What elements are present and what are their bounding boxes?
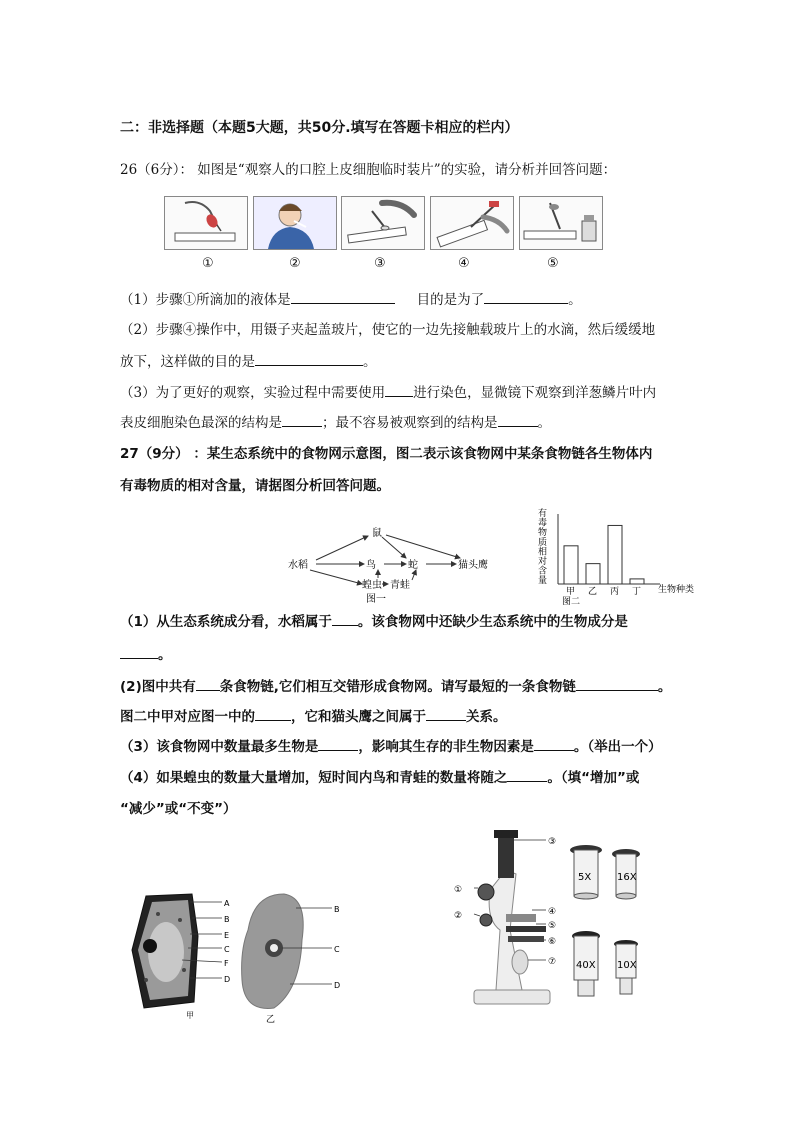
q27-header-line1: 27（9分） ：某生态系统中的食物网示意图，图二表示该食物网中某条食物链各生物体内 xyxy=(120,446,653,462)
eyepiece-label: 16X xyxy=(617,872,637,883)
cell-label: D xyxy=(224,975,231,984)
q27-part4-line1 xyxy=(120,767,639,788)
q26-part2-line1: （2）步骤④操作中，用镊子夹起盖玻片，使它的一边先接触载玻片上的水滴，然后缓缓地 xyxy=(120,322,656,338)
step1-image xyxy=(164,196,248,250)
chart-bar xyxy=(630,579,644,584)
step-number: ⑤ xyxy=(547,256,559,271)
punct: 。 xyxy=(363,354,377,370)
food-web-node: 蛇 xyxy=(408,560,418,571)
q27-p2-text: (2)图中共有 xyxy=(120,679,196,695)
chart-ylabel xyxy=(538,508,547,586)
answer-blank[interactable] xyxy=(255,706,291,721)
step2-image xyxy=(253,196,337,250)
cell-label: E xyxy=(224,931,230,940)
chart-ylabel-char: 对 xyxy=(538,557,548,567)
chart-ylabel-char: 毒 xyxy=(538,518,548,529)
q27-part2-line2 xyxy=(120,706,507,727)
answer-blank[interactable] xyxy=(576,676,658,691)
cell-label: C xyxy=(334,945,340,954)
q27-p1-text2: 。该食物网中还缺少生态系统中的生物成分是 xyxy=(357,614,628,630)
objective-label: 40X xyxy=(576,960,596,971)
answer-blank[interactable] xyxy=(255,351,363,366)
q26-p3-text2: 进行染色，显微镜下观察到洋葱鳞片叶内 xyxy=(413,385,657,401)
q27-p2-text3: 图二中甲对应图一中的 xyxy=(120,709,255,725)
answer-blank[interactable] xyxy=(484,289,568,304)
microscope-label: ① xyxy=(454,885,463,895)
chart-ylabel-char: 有 xyxy=(538,509,548,519)
cell-label: C xyxy=(224,945,230,954)
chart-tick-label: 乙 xyxy=(588,587,598,597)
q26-p1-text: （1）步骤①所滴加的液体是 xyxy=(120,292,291,308)
step-number: ④ xyxy=(458,256,470,271)
q27-p1-text: （1）从生态系统成分看，水稻属于 xyxy=(120,614,332,630)
food-web-node: 猫头鹰 xyxy=(458,560,488,571)
answer-blank[interactable] xyxy=(534,736,574,751)
punct: 。 xyxy=(568,292,582,308)
q26-header: 26（6分）： 如图是“观察人的口腔上皮细胞临时装片”的实验，请分析并回答问题： xyxy=(120,162,617,178)
cell-label: B xyxy=(334,905,340,914)
answer-blank[interactable] xyxy=(507,767,547,782)
q27-part4-line2: “减少”或“不变”） xyxy=(120,801,237,817)
q27-p2-text4: ，它和猫头鹰之间属于 xyxy=(291,709,426,725)
q27-p3-text3: 。（举出一个） xyxy=(573,739,662,755)
cell-diagrams xyxy=(124,890,354,1024)
food-web-caption: 图一 xyxy=(366,594,386,605)
step3-image xyxy=(341,196,425,250)
chart-tick-label: 丙 xyxy=(610,587,620,597)
cell-label: F xyxy=(224,959,229,968)
q27-p4-text: （4）如果蝗虫的数量大量增加，短时间内鸟和青蛙的数量将随之 xyxy=(120,770,508,786)
plant-cell-figure xyxy=(132,894,222,1008)
q26-part3-line2 xyxy=(120,412,551,433)
cell-label: B xyxy=(224,915,230,924)
q26-part3-line1 xyxy=(120,382,656,403)
q27-part1-line2 xyxy=(120,644,172,665)
objective-label: 10X xyxy=(617,960,637,971)
q26-p3-text3: 表皮细胞染色最深的结构是 xyxy=(120,415,282,431)
step-number: ① xyxy=(202,256,214,271)
punct: 。 xyxy=(657,679,672,695)
q26-part2-line2 xyxy=(120,351,377,372)
chart-bar xyxy=(586,564,600,584)
q26-p3-text: （3）为了更好的观察，实验过程中需要使用 xyxy=(120,385,386,401)
q27-part3 xyxy=(120,736,662,757)
chart-caption: 图二 xyxy=(562,597,581,607)
cell-caption: 乙 xyxy=(266,1015,276,1024)
q27-p4-text2: 。（填“增加”或 xyxy=(547,770,640,786)
step5-image xyxy=(519,196,603,250)
q27-p2-text5: 关系。 xyxy=(466,709,507,725)
chart-ylabel-char: 量 xyxy=(538,576,548,587)
step4-image xyxy=(430,196,514,250)
chart-tick-label: 丁 xyxy=(632,587,642,597)
food-web-node: 鸟 xyxy=(366,560,376,571)
q27-part2-line1 xyxy=(120,676,671,697)
lens-set xyxy=(564,838,654,1008)
q26-p3-text4: ；最不容易被观察到的结构是 xyxy=(322,415,498,431)
microscope-label: ⑦ xyxy=(548,957,557,967)
chart-tick-label: 甲 xyxy=(566,587,576,597)
q26-p1-purpose: 目的是为了 xyxy=(416,292,485,308)
food-web-node: 水稻 xyxy=(288,560,308,571)
toxin-bar-chart xyxy=(530,508,710,608)
q27-header-line2: 有毒物质的相对含量，请据图分析回答问题。 xyxy=(120,478,390,494)
step-number: ② xyxy=(289,256,301,271)
cell-label: D xyxy=(334,981,341,990)
chart-bar xyxy=(564,546,578,584)
q27-p3-text: （3）该食物网中数量最多生物是 xyxy=(120,739,319,755)
microscope-label: ③ xyxy=(548,837,557,847)
chart-ylabel-char: 物 xyxy=(538,528,548,539)
chart-ylabel-char: 相 xyxy=(538,547,548,558)
answer-blank[interactable] xyxy=(318,736,358,751)
food-web-node: 鼠 xyxy=(372,528,382,539)
answer-blank[interactable] xyxy=(385,382,413,397)
punct: 。 xyxy=(537,415,551,431)
chart-bar xyxy=(608,525,622,584)
answer-blank[interactable] xyxy=(120,644,158,659)
answer-blank[interactable] xyxy=(498,412,538,427)
answer-blank[interactable] xyxy=(196,676,220,691)
step-number: ③ xyxy=(374,256,386,271)
chart-xlabel: 生物种类 xyxy=(658,585,695,595)
cell-caption: 甲 xyxy=(186,1011,194,1020)
punct: 。 xyxy=(158,647,172,663)
food-web-node: 青蛙 xyxy=(390,580,410,591)
animal-cell-figure xyxy=(242,894,332,1008)
food-web-node: 蝗虫 xyxy=(362,580,382,591)
microscope-label: ② xyxy=(454,911,463,921)
section-title: 二：非选择题（本题5大题，共50分.填写在答题卡相应的栏内） xyxy=(120,120,519,136)
answer-blank[interactable] xyxy=(282,412,322,427)
chart-ylabel-char: 含 xyxy=(538,566,548,577)
q26-p2-text: 放下，这样做的目的是 xyxy=(120,354,255,370)
cell-label: A xyxy=(224,899,230,908)
answer-blank[interactable] xyxy=(332,611,358,626)
eyepiece-label: 5X xyxy=(578,872,592,883)
microscope-label: ⑥ xyxy=(548,937,557,947)
answer-blank[interactable] xyxy=(291,289,395,304)
microscope-label: ④ xyxy=(548,907,557,917)
microscope-diagram xyxy=(446,830,576,1012)
answer-blank[interactable] xyxy=(426,706,466,721)
chart-ylabel-char: 质 xyxy=(538,537,548,548)
food-web-diagram xyxy=(282,524,502,608)
q27-p3-text2: ，影响其生存的非生物因素是 xyxy=(358,739,534,755)
microscope-label: ⑤ xyxy=(548,921,557,931)
q27-p2-text2: 条食物链,它们相互交错形成食物网。请写最短的一条食物链 xyxy=(219,679,576,695)
q27-part1-line1 xyxy=(120,611,628,632)
q26-part1 xyxy=(120,289,582,310)
